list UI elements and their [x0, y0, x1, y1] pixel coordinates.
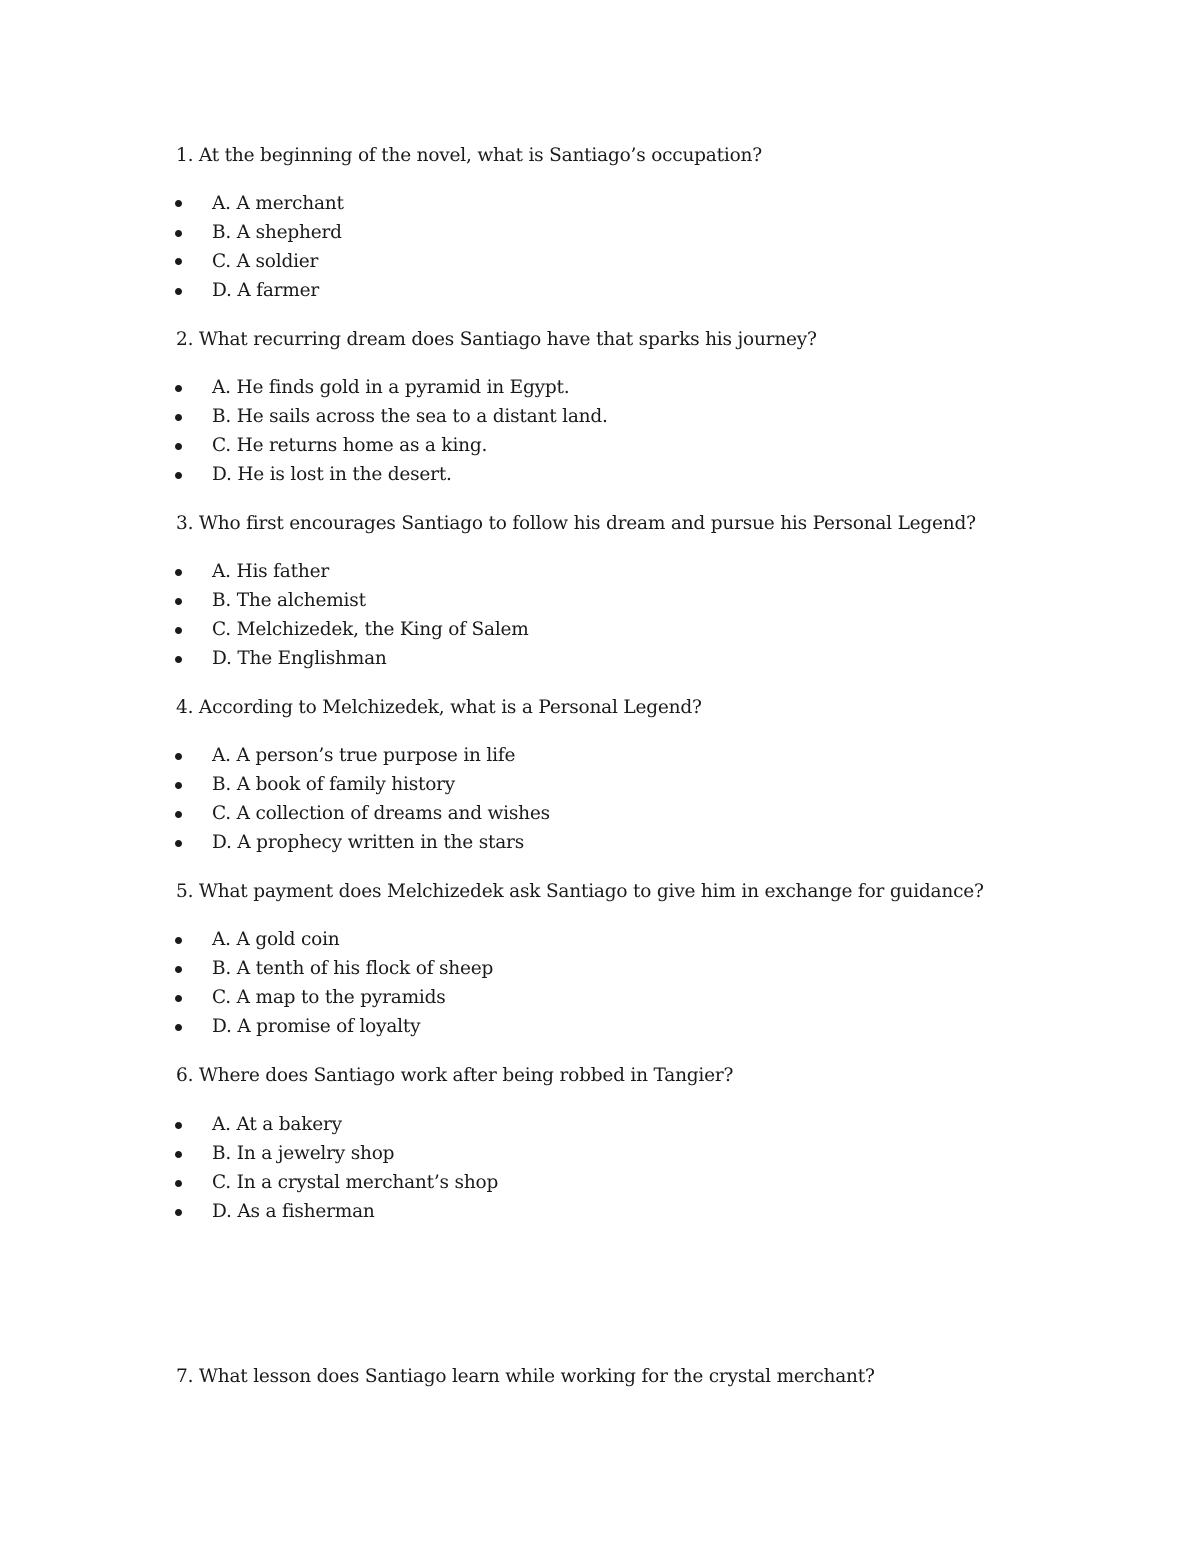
bullet-icon — [175, 385, 182, 392]
question-1-option-c: C. A soldier — [212, 251, 319, 272]
question-3: 3. Who first encourages Santiago to follow his dream and pursue his Personal Legend? — [176, 513, 976, 534]
question-1-option-d: D. A farmer — [212, 280, 320, 301]
question-3-option-a: A. His father — [212, 561, 329, 582]
bullet-icon — [175, 1180, 182, 1187]
question-1-option-b: B. A shepherd — [212, 222, 342, 243]
bullet-icon — [175, 1209, 182, 1216]
bullet-icon — [175, 627, 182, 634]
bullet-icon — [175, 1151, 182, 1158]
question-5-option-d: D. A promise of loyalty — [212, 1016, 421, 1037]
bullet-icon — [175, 782, 182, 789]
question-1: 1. At the beginning of the novel, what is Santiago’s occupation? — [176, 145, 762, 166]
question-6-option-a: A. At a bakery — [212, 1114, 342, 1135]
bullet-icon — [175, 472, 182, 479]
question-2-option-c: C. He returns home as a king. — [212, 435, 488, 456]
bullet-icon — [175, 200, 182, 207]
bullet-icon — [175, 656, 182, 663]
question-5-option-b: B. A tenth of his flock of sheep — [212, 958, 494, 979]
question-4-option-b: B. A book of family history — [212, 774, 456, 795]
question-6-option-d: D. As a fisherman — [212, 1201, 375, 1222]
question-5: 5. What payment does Melchizedek ask Santiago to give him in exchange for guidance? — [176, 881, 984, 902]
question-1-option-a: A. A merchant — [212, 193, 344, 214]
question-2-option-a: A. He finds gold in a pyramid in Egypt. — [212, 377, 570, 398]
question-3-option-c: C. Melchizedek, the King of Salem — [212, 619, 529, 640]
question-4-option-a: A. A person’s true purpose in life — [212, 745, 516, 766]
bullet-icon — [175, 443, 182, 450]
question-6-option-c: C. In a crystal merchant’s shop — [212, 1172, 499, 1193]
bullet-icon — [175, 811, 182, 818]
bullet-icon — [175, 937, 182, 944]
bullet-icon — [175, 840, 182, 847]
question-6: 6. Where does Santiago work after being robbed in Tangier? — [176, 1065, 734, 1086]
question-3-option-b: B. The alchemist — [212, 590, 366, 611]
bullet-icon — [175, 966, 182, 973]
question-6-option-b: B. In a jewelry shop — [212, 1143, 395, 1164]
bullet-icon — [175, 598, 182, 605]
bullet-icon — [175, 753, 182, 760]
bullet-icon — [175, 258, 182, 265]
bullet-icon — [175, 1024, 182, 1031]
bullet-icon — [175, 1122, 182, 1129]
question-7: 7. What lesson does Santiago learn while working for the crystal merchant? — [176, 1366, 875, 1387]
question-2-option-b: B. He sails across the sea to a distant land. — [212, 406, 608, 427]
bullet-icon — [175, 995, 182, 1002]
bullet-icon — [175, 414, 182, 421]
question-4: 4. According to Melchizedek, what is a Personal Legend? — [176, 697, 702, 718]
question-4-option-d: D. A prophecy written in the stars — [212, 832, 524, 853]
bullet-icon — [175, 569, 182, 576]
question-5-option-c: C. A map to the pyramids — [212, 987, 446, 1008]
question-3-option-d: D. The Englishman — [212, 648, 387, 669]
bullet-icon — [175, 288, 182, 295]
question-4-option-c: C. A collection of dreams and wishes — [212, 803, 550, 824]
question-2-option-d: D. He is lost in the desert. — [212, 464, 452, 485]
question-2: 2. What recurring dream does Santiago have that sparks his journey? — [176, 329, 817, 350]
bullet-icon — [175, 230, 182, 237]
question-5-option-a: A. A gold coin — [212, 929, 340, 950]
